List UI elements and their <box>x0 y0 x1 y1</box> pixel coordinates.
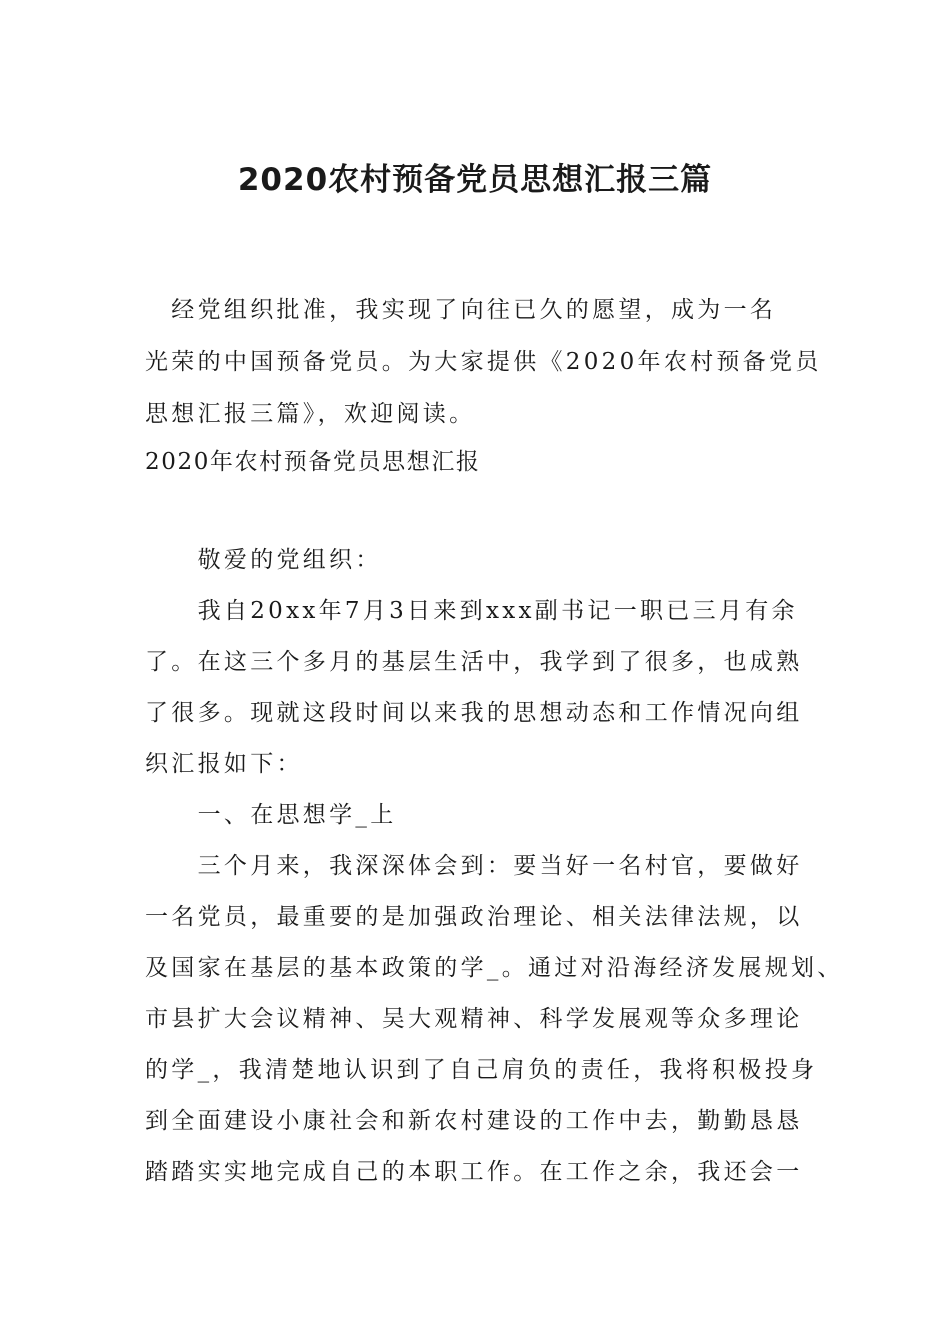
letter-line: 的学_，我清楚地认识到了自己肩负的责任，我将积极投身 <box>145 1057 818 1083</box>
document-title: 2020农村预备党员思想汇报三篇 <box>237 162 713 198</box>
section-heading-line: 一、在思想学_上 <box>145 802 397 828</box>
salutation-line: 敬爱的党组织： <box>145 547 382 573</box>
letter-line: 了。在这三个多月的基层生活中，我学到了很多，也成熟 <box>145 649 803 675</box>
letter-line: 一名党员，最重要的是加强政治理论、相关法律法规，以 <box>145 904 803 930</box>
intro-line: 思想汇报三篇》，欢迎阅读。 <box>145 401 476 427</box>
letter-line: 到全面建设小康社会和新农村建设的工作中去，勤勤恳恳 <box>145 1108 803 1134</box>
letter-body <box>145 535 844 1198</box>
intro-paragraph <box>145 284 825 440</box>
section-subtitle: 2020年农村预备党员思想汇报 <box>145 449 481 475</box>
letter-line: 了很多。现就这段时间以来我的思想动态和工作情况向组 <box>145 700 803 726</box>
letter-line: 踏踏实实地完成自己的本职工作。在工作之余，我还会一 <box>145 1159 803 1185</box>
letter-line: 市县扩大会议精神、吴大观精神、科学发展观等众多理论 <box>145 1006 803 1032</box>
letter-line: 织汇报如下： <box>145 751 303 777</box>
intro-line: 经党组织批准，我实现了向往已久的愿望，成为一名 <box>145 297 777 323</box>
letter-line: 及国家在基层的基本政策的学_。通过对沿海经济发展规划、 <box>145 955 844 981</box>
letter-line: 三个月来，我深深体会到：要当好一名村官，要做好 <box>145 853 803 879</box>
intro-line: 光荣的中国预备党员。为大家提供《2020年农村预备党员 <box>145 349 822 375</box>
letter-line: 我自20xx年7月3日来到xxx副书记一职已三月有余 <box>145 598 798 624</box>
